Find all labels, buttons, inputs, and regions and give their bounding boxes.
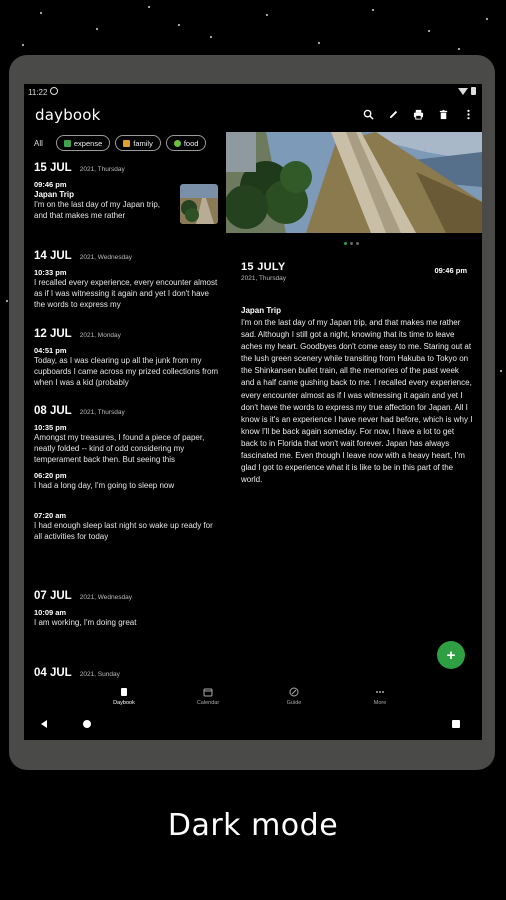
- nav-calendar[interactable]: Calendar: [183, 687, 233, 706]
- edit-pencil-icon[interactable]: [388, 109, 399, 120]
- list-item[interactable]: 10:33 pm I recalled every experience, every encounter almost as if I was witnessing it again and yet I don't have the words to express my: [34, 268, 218, 309]
- wifi-icon: [458, 88, 468, 95]
- day-date: 12 JUL: [34, 328, 72, 340]
- tag-filter-bar: [34, 133, 206, 153]
- list-item[interactable]: 06:20 pm I had a long day, I'm going to sleep now: [34, 471, 175, 490]
- day-weekday: 2021, Monday: [79, 332, 121, 339]
- day-weekday: 2021, Wednesday: [79, 594, 132, 601]
- detail-weekday: 2021, Thursday: [241, 275, 287, 282]
- detail-time: 09:46 pm: [434, 266, 467, 275]
- add-entry-button[interactable]: +: [437, 641, 465, 669]
- day-date: 14 JUL: [34, 250, 72, 262]
- chip-food[interactable]: food: [166, 135, 207, 151]
- pager-dot[interactable]: [356, 242, 359, 245]
- recent-apps-icon[interactable]: [452, 720, 460, 728]
- day-weekday: 2021, Sunday: [79, 671, 120, 678]
- google-icon: [50, 87, 58, 95]
- status-bar: [24, 84, 482, 102]
- app-screen: [24, 84, 482, 740]
- list-item[interactable]: 09:46 pm Japan Trip I'm on the last day of my Japan trip, and that makes me rather: [34, 180, 161, 220]
- day-weekday: 2021, Thursday: [79, 409, 125, 416]
- app-bar: [24, 102, 482, 132]
- day-group: [34, 328, 224, 388]
- book-icon: [119, 687, 129, 697]
- pager-dot[interactable]: [344, 242, 347, 245]
- calendar-icon: [203, 687, 213, 697]
- nav-daybook[interactable]: Daybook: [99, 687, 149, 706]
- food-icon: [174, 140, 181, 147]
- day-group: [34, 667, 224, 679]
- delete-trash-icon[interactable]: [438, 109, 449, 120]
- promo-caption: Dark mode: [167, 808, 339, 843]
- app-logo: daybook: [35, 106, 101, 124]
- day-group: [34, 162, 224, 221]
- day-weekday: 2021, Thursday: [79, 166, 125, 173]
- day-date: 07 JUL: [34, 590, 72, 602]
- search-icon[interactable]: [363, 109, 374, 120]
- money-icon: [64, 140, 71, 147]
- battery-icon: [471, 87, 476, 95]
- day-date: 15 JUL: [34, 162, 72, 174]
- system-navigation-bar: [24, 710, 482, 740]
- list-item[interactable]: 10:09 am I am working, I'm doing great: [34, 608, 137, 627]
- bottom-navigation: [24, 685, 482, 709]
- day-weekday: 2021, Wednesday: [79, 254, 132, 261]
- pager-dot[interactable]: [350, 242, 353, 245]
- home-icon[interactable]: [83, 720, 91, 728]
- photo-pager: [344, 242, 359, 245]
- list-item[interactable]: 04:51 pm Today, as I was clearing up all the junk from my cupboards I came across my prized collections from when I was a kid (probably: [34, 346, 219, 387]
- list-item[interactable]: 07:20 am I had enough sleep last night so wake up ready for all activities for today: [34, 511, 213, 541]
- entry-photo[interactable]: [226, 132, 482, 233]
- status-time: 11:22: [28, 88, 48, 97]
- day-group: [34, 590, 224, 628]
- entry-detail: [241, 261, 473, 486]
- nav-guide[interactable]: Guide: [269, 687, 319, 706]
- compass-icon: [289, 687, 299, 697]
- day-date: 04 JUL: [34, 667, 72, 679]
- back-icon[interactable]: [41, 720, 47, 728]
- list-item[interactable]: 10:35 pm Amongst my treasures, I found a piece of paper, neatly folded -- kind of odd considering my temperament back then. But seeing this: [34, 423, 205, 464]
- day-group: [34, 405, 224, 542]
- detail-body: I'm on the last day of my Japan trip, and that makes me rather sad. Although I still got a night, knowing that its time to leave aches my heart. Goodbyes don't come easy to me. Staring out at the lush green scenery while transiting from Hakuba to Tokyo on the Shinkansen bullet train, all the memories of the past week and a half came gushing back to me. I recalled every experience, every encounter almost as if I was witnessing it again and yet I don't have the words to express my true affection for Japan. All I know is it's an experience I have never had before, which is why I know I'll be back again someday. For now, I have a lot to get back to in Florida that won't wait forever. Japan has always fascinated me. Even though I leave now with a heavy heart, I'm glad I got to experience what it is like to be in this part of the world.: [241, 318, 473, 485]
- chip-family[interactable]: family: [115, 135, 161, 151]
- more-vertical-icon[interactable]: [463, 109, 474, 120]
- detail-date: 15 JULY: [241, 261, 286, 273]
- entry-thumbnail: [180, 184, 218, 224]
- nav-more[interactable]: More: [355, 687, 405, 706]
- day-date: 08 JUL: [34, 405, 72, 417]
- filter-all[interactable]: All: [34, 138, 43, 148]
- day-group: [34, 250, 224, 310]
- detail-title: Japan Trip: [241, 306, 282, 315]
- more-horizontal-icon: [375, 687, 385, 697]
- journal-list: [24, 162, 224, 685]
- family-icon: [123, 140, 130, 147]
- print-icon[interactable]: [413, 109, 424, 120]
- chip-expense[interactable]: expense: [56, 135, 110, 151]
